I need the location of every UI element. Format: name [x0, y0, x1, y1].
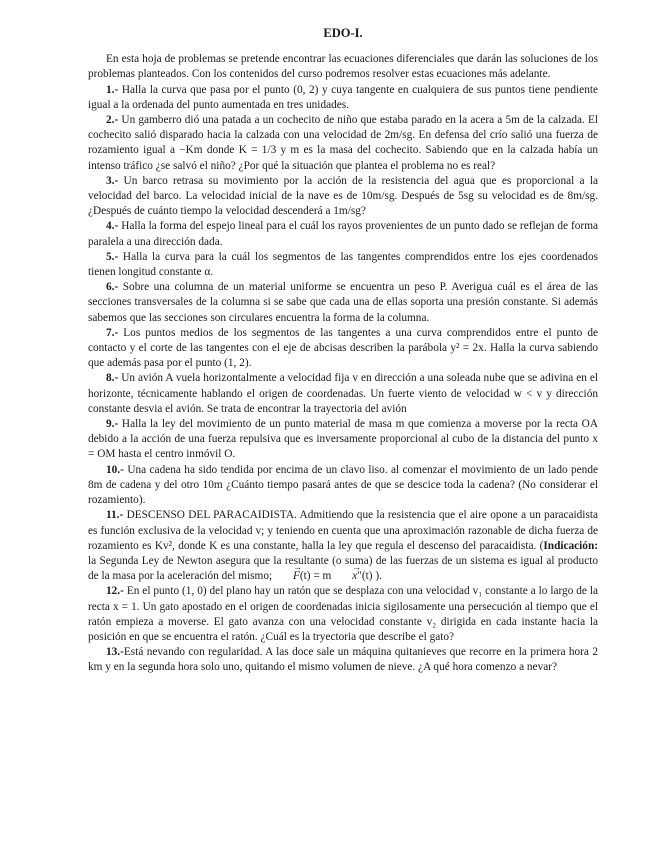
problem-number: 12.- [106, 585, 124, 598]
problem-number: 6.- [106, 281, 119, 294]
position-vector-symbol: → x [334, 569, 357, 584]
problem-text-continued: ″(t) ). [357, 570, 382, 583]
problem-6 [88, 280, 598, 326]
problem-text: Está nevando con regularidad. A las doce sale un máquina quitanieves que recorre en la primera hora 2 km y en la segunda hora solo uno, quitando el mismo volumen de nieve. ¿A qué hora comenzo a nevar? [88, 646, 598, 674]
problem-number: 8.- [106, 372, 119, 385]
problem-text: Sobre una columna de un material uniforme se encuentra un peso P. Averigua cuál es el área de las secciones transversales de la columna si se sabe que cada una de ellas soporta una presión constante. Si además sabemos que las secciones son circulares encuentra la forma de la columna. [88, 281, 598, 324]
problem-text: Halla la curva para la cuál los segmentos de las tangentes comprendidos entre los ejes coordenados tienen longitud constante α. [88, 250, 598, 279]
problem-3 [88, 174, 598, 220]
problem-number: 7.- [106, 326, 119, 339]
problem-text: Halla la ley del movimiento de un punto material de masa m que comienza a moverse por la recta OA debido a la acción de una fuerza repulsiva que es inversamente proporcional al cubo de la distancia del punto x = OM hasta el centro inmóvil O. [88, 418, 599, 461]
problem-number: 9.- [106, 418, 119, 431]
problem-8 [88, 371, 598, 417]
problem-text-continued: (t) = m [299, 570, 335, 583]
problem-text: Un barco retrasa su movimiento por la acción de la resistencia del agua que es proporcional a la velocidad del barco. La velocidad inicial de la nave es de 10m/sg. Después de 5sg su velocidad es de 8m/sg. ¿Después de cuánto tiempo la velocidad descenderá a 1m/sg? [88, 174, 598, 218]
page-title: EDO-I. [323, 26, 363, 40]
intro-paragraph: En esta hoja de problemas se pretende encontrar las ecuaciones diferenciales que darán las soluciones de los problemas planteados. Con los contenidos del curso podremos resolver estas ecuaciones más adelante. [88, 53, 598, 81]
problem-text: DESCENSO DEL PARACAIDISTA. Admitiendo que la resistencia que el aire opone a un paracaidista es función exclusiva de la velocidad v; y teniendo en cuenta que una aproximación razonable de dicha fuerza de rozamiento es Kv², donde K es una constante, halla la ley que regula el descenso del paracaidista. ( [88, 509, 598, 552]
problem-number: 4.- [106, 220, 119, 233]
problem-13 [88, 645, 598, 675]
problem-text: En el punto (1, 0) del plano hay un ratón que se desplaza con una velocidad v₁ constante a lo largo de la recta x = 1. Un gato apostado en el origen de coordenadas inicia sigilosamente una persecución al tiempo que el ratón empieza a moverse. El gato avanza con una velocidad constante v₂ dirigida en cada instante hacia la posición en que se encuentra el ratón. ¿Cuál es la tryectoria que describe el gato? [88, 585, 599, 643]
force-vector-symbol: → F [275, 569, 300, 584]
problem-number: 11.- [106, 509, 124, 522]
problem-12 [88, 584, 598, 645]
problem-number: 13.- [106, 646, 124, 659]
problem-7 [88, 326, 598, 372]
problem-10 [88, 463, 598, 509]
problem-text: Los puntos medios de los segmentos de las tangentes a una curva comprendidos entre el punto de contacto y el corte de las tangentes con el eje de abcisas describen la parábola y² = 2x. Halla la curva sabiendo que además pasa por el punto (1, 2). [88, 326, 598, 370]
problem-text: Halla la curva que pasa por el punto (0, 2) y cuya tangente en cualquiera de sus puntos tiene pendiente igual a la ordenada del punto aumentada en tres unidades. [88, 83, 598, 111]
problem-number: 10.- [106, 463, 124, 476]
problem-text-continued: la Segunda Ley de Newton asegura que la resultante (o suma) de las fuerzas de un sistema es igual al producto de la masa por la aceleración del mismo; [88, 554, 598, 583]
problem-1 [88, 83, 598, 113]
problem-4 [88, 219, 598, 249]
problem-number: 2.- [106, 114, 119, 127]
problem-number: 3.- [106, 174, 119, 187]
problem-number: 5.- [106, 250, 119, 263]
problem-number: 1.- [106, 83, 119, 96]
hint-label: Indicación: [543, 539, 598, 552]
problem-11 [88, 508, 598, 584]
problem-text: Halla la forma del espejo lineal para el cuál los rayos provenientes de un punto dado se reflejan de forma paralela a una dirección dada. [88, 220, 598, 248]
problem-2 [88, 113, 598, 174]
problem-text: Una cadena ha sido tendida por encima de un clavo liso. al comenzar el movimiento de un lado pende 8m de cadena y del otro 10m ¿Cuánto tiempo pasará antes de que se descice toda la cadena? (No considerar el rozamiento). [88, 463, 598, 507]
problem-text: Un gamberro dió una patada a un cochecito de niño que estaba parado en la acera a 5m de la calzada. El cochecito salió disparado hacia la calzada con una velocidad de 2m/sg. En defensa del crío salió una fuerza de rozamiento igual a −Km donde K = 1/3 y m es la masa del cochecito. Sabiendo que en la calzada había un intenso tráfico ¿se salvó el niño? ¿Por qué la situación que plantea el problema no es real? [88, 114, 598, 172]
document-page [88, 26, 598, 676]
problem-text: Un avión A vuela horizontalmente a velocidad fija v en dirección a una soleada nube que se adivina en el horizonte, técnicamente hablando el origen de coordenadas. Un fuerte viento de velocidad w < v y dirección constante desvia el avión. Se trata de encontrar la trayectoria del avión [88, 372, 599, 415]
problem-5 [88, 250, 598, 280]
problem-9 [88, 417, 598, 463]
